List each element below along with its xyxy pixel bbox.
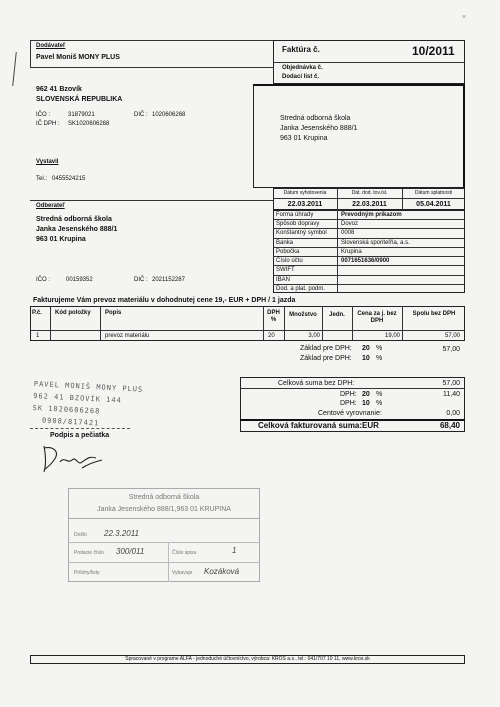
payment-row-label: Číslo účtu xyxy=(276,258,303,265)
customer-top-line xyxy=(30,200,273,201)
items-header-code: Kód položky xyxy=(55,310,91,316)
payment-row-label: Pobočka xyxy=(276,248,300,255)
dph20-value: 11,40 xyxy=(443,391,460,398)
payment-row-line xyxy=(273,284,465,285)
due-date: 05.04.2011 xyxy=(416,201,451,208)
item-desc: prevoz materiálu xyxy=(105,333,150,339)
items-header-qty: Množstvo xyxy=(289,312,317,318)
receipt-stamp-vline xyxy=(168,542,169,582)
rounding-value: 0,00 xyxy=(446,410,460,417)
receipt-vybavuje-label: Vybavuje xyxy=(172,570,193,576)
issue-date: 22.03.2011 xyxy=(287,201,323,208)
dph10-label: DPH: xyxy=(340,400,357,407)
items-col-div-2 xyxy=(100,306,101,341)
supplier-icdph: SK1020606268 xyxy=(68,121,110,127)
dph20-rate: 20 xyxy=(362,391,370,398)
item-total: 57,00 xyxy=(444,333,460,339)
items-intro: Fakturujeme Vám prevoz materiálu v dohodnutej cene 19,- EUR + DPH / 1 jazda xyxy=(33,297,296,304)
supplier-address-line1: 962 41 Bzovík xyxy=(36,86,82,93)
customer-label: Odberateľ xyxy=(36,203,65,209)
payment-row-line xyxy=(273,256,465,257)
delivery-date-label: Dát. dod. tov./sl. xyxy=(351,190,388,196)
receipt-received-value: 22.3.2011 xyxy=(104,529,139,538)
vat-base-20-value: 57,00 xyxy=(442,346,460,353)
handwritten-signature xyxy=(38,442,118,478)
items-header-price: Cena za j. bez DPH xyxy=(357,311,397,325)
payment-row-label: Dod. a plat. podm. xyxy=(276,285,326,292)
payment-row-line xyxy=(273,238,465,239)
stamp-line1: PAVEL MONIŠ MONY PLUS xyxy=(33,380,144,394)
customer-dic: 2021152287 xyxy=(152,277,185,283)
items-header-desc: Popis xyxy=(105,310,122,316)
payment-row-line xyxy=(273,265,465,266)
delivery-date: 22.03.2011 xyxy=(352,201,387,208)
items-header-vat: DPH % xyxy=(267,310,280,324)
invoice-total-label: Celková fakturovaná suma: xyxy=(258,421,363,430)
payment-row-label: Konštantný symbol xyxy=(276,230,327,237)
receipt-stamp-line1: Stredná odborná škola xyxy=(128,494,200,501)
receipt-podacie-value: 300/011 xyxy=(116,547,145,556)
receipt-received-label: Došlo xyxy=(74,532,87,538)
payment-row-line xyxy=(273,275,465,276)
supplier-icdph-label: IČ DPH : xyxy=(36,121,60,127)
signature-label: Podpis a pečiatka xyxy=(50,432,110,439)
payment-row-label: Forma úhrady xyxy=(276,212,314,218)
corner-mark: × xyxy=(462,14,467,21)
items-header-unit: Jedn. xyxy=(329,312,345,318)
invoice-total: 68,40 xyxy=(439,421,460,430)
payment-table-divider xyxy=(337,210,338,293)
signature-line xyxy=(30,428,130,429)
supplier-label: Dodávateľ xyxy=(36,43,66,49)
payment-row-label: SWIFT xyxy=(276,267,295,274)
receipt-stamp-rule-3 xyxy=(68,562,260,563)
recipient-line2: Janka Jesenského 888/1 xyxy=(280,125,358,132)
payment-row-value: Krupina xyxy=(341,248,362,255)
receipt-cislo-label: Číslo spisu xyxy=(172,550,197,556)
items-header-pc: P.č. xyxy=(32,310,42,316)
recipient-line3: 963 01 Krupina xyxy=(280,135,328,142)
vat-base-10-rate: 10 xyxy=(362,355,370,362)
supplier-name: Pavel Moniš MONY PLUS xyxy=(36,54,120,61)
supplier-tel-label: Tel.: xyxy=(36,176,48,182)
payment-row-value: Dovoz xyxy=(341,221,359,228)
total-without-vat-label: Celková suma bez DPH: xyxy=(278,380,355,387)
issue-date-label: Dátum vyhotovenia xyxy=(283,190,327,196)
invoice-header-divider xyxy=(273,62,465,63)
dates-divider-h xyxy=(273,198,465,199)
rounding-label: Centové vyrovnanie: xyxy=(318,410,382,417)
payment-row-line xyxy=(273,219,465,220)
customer-line3: 963 01 Krupina xyxy=(36,236,86,243)
footer-text: Spracované v programe ALFA - jednoduché účtovníctvo, výrobca: KROS a.s., tel.: 041/707 10 11, www.kros.sk xyxy=(125,656,370,662)
vat-base-20-pct: % xyxy=(376,345,383,352)
supplier-ico-label: IČO : xyxy=(36,112,51,118)
invoice-number: 10/2011 xyxy=(412,44,455,58)
payment-row-value: 0071651636/0900 xyxy=(341,258,390,265)
customer-line2: Janka Jesenského 888/1 xyxy=(36,226,118,233)
customer-dic-label: DIČ : xyxy=(134,277,148,283)
receipt-prilohy-label: Prílohy/listy xyxy=(74,570,100,576)
items-header-bottom xyxy=(30,330,465,331)
dph20-pct: % xyxy=(376,391,383,398)
vystavil-label: Vystavil xyxy=(36,159,59,165)
payment-row-line xyxy=(273,228,465,229)
customer-ico-label: IČO : xyxy=(36,277,51,283)
supplier-left-line xyxy=(30,40,31,68)
vat-base-20-label: Základ pre DPH: xyxy=(300,345,352,352)
receipt-cislo-value: 1 xyxy=(232,546,237,555)
items-header-total: Spolu bez DPH xyxy=(412,311,456,317)
margin-pen-mark xyxy=(12,52,17,86)
dph10-pct: % xyxy=(376,400,383,407)
supplier-ico: 31879021 xyxy=(68,112,95,118)
item-pc: 1 xyxy=(36,333,40,339)
supplier-address-line2: SLOVENSKÁ REPUBLIKA xyxy=(36,96,123,103)
items-col-div-1 xyxy=(50,306,51,341)
stamp-line4: 0908/817421 xyxy=(41,416,100,428)
vat-base-10-pct: % xyxy=(376,355,383,362)
invoice-total-currency: EUR xyxy=(362,421,379,430)
delivery-note-label: Dodací list č. xyxy=(282,74,320,80)
supplier-dic: 1020606268 xyxy=(152,112,186,118)
supplier-top-line xyxy=(30,40,273,41)
dph20-label: DPH: xyxy=(340,391,357,398)
customer-line1: Stredná odborná škola xyxy=(36,216,112,223)
total-without-vat: 57,00 xyxy=(442,380,460,387)
item-vat: 20 xyxy=(268,333,275,339)
payment-row-line xyxy=(273,247,465,248)
receipt-stamp-line2: Janka Jesenského 888/1,963 01 KRUPINA xyxy=(97,506,231,513)
due-date-label: Dátum splatnosti xyxy=(414,190,453,196)
payment-row-value: Prevodným príkazom xyxy=(341,212,402,218)
payment-row-label: Banka xyxy=(276,239,294,246)
receipt-vybavuje-value: Kozáková xyxy=(204,567,240,576)
supplier-dic-label: DIČ : xyxy=(134,112,148,118)
payment-row-label: IBAN xyxy=(276,276,291,283)
vat-base-20-rate: 20 xyxy=(362,345,370,352)
item-qty: 3,00 xyxy=(308,333,320,339)
stamp-line3: SK 1020606268 xyxy=(32,403,101,416)
supplier-name-line xyxy=(30,67,273,68)
item-price: 19,00 xyxy=(384,333,400,339)
receipt-podacie-label: Podacie číslo xyxy=(74,550,104,556)
receipt-stamp-rule xyxy=(68,518,260,519)
order-label: Objednávka č. xyxy=(282,65,323,71)
dph10-rate: 10 xyxy=(362,400,370,407)
invoice-title: Faktúra č. xyxy=(282,45,320,54)
receipt-stamp-rule-2 xyxy=(68,542,260,543)
payment-row-value: 0008 xyxy=(341,230,355,237)
payment-row-label: Spôsob dopravy xyxy=(276,221,320,228)
recipient-line1: Stredná odborná škola xyxy=(280,115,351,122)
stamp-line2: 962 41 BZOVÍK 144 xyxy=(33,391,122,405)
totals-sum-line xyxy=(240,388,465,389)
payment-row-value: Slovenská sporiteľňa, a.s. xyxy=(341,239,410,246)
supplier-tel: 0455524215 xyxy=(52,176,86,182)
customer-ico: 00159352 xyxy=(66,277,93,283)
vat-base-10-label: Základ pre DPH: xyxy=(300,355,352,362)
